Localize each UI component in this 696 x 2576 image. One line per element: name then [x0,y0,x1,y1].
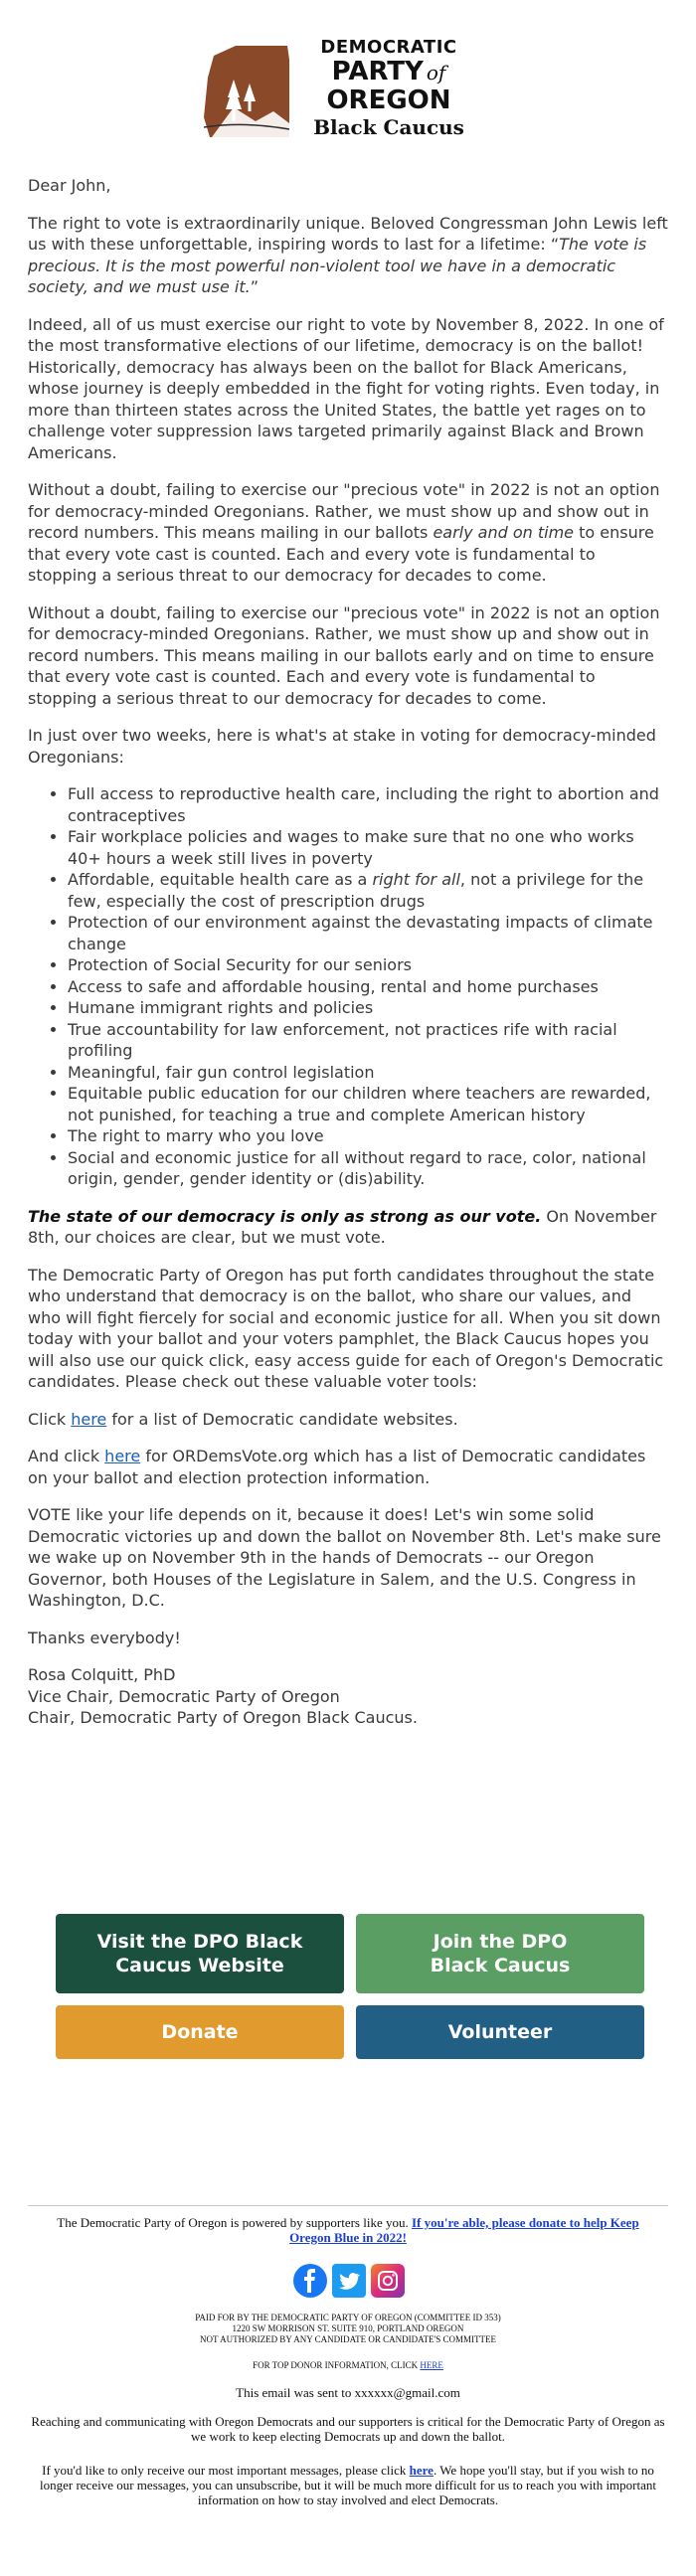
signature-name: Rosa Colquitt, PhD [28,1665,176,1684]
paragraph-6 [28,1206,668,1249]
volunteer-button[interactable] [356,2005,644,2059]
paragraph-9 [28,1446,668,1488]
visit-website-button[interactable] [56,1914,344,1993]
greeting: Dear John, [28,176,111,195]
list-item: • Full access to reproductive health care, including the right to abortion and contraceptives [68,783,668,826]
paragraph-9-text-b: for ORDemsVote.org which has a list of Democratic candidates on your ballot and election protection information. [28,1447,646,1487]
list-item: • The right to marry who you love [68,1125,668,1147]
list-item: • True accountability for law enforcement, not practices rife with racial profiling [68,1019,668,1062]
paragraph-8-text-b: for a list of Democratic candidate websites. [106,1409,458,1429]
unsubscribe-text-a: If you'd like to only receive our most important messages, please click [42,2463,410,2478]
volunteer-label: Volunteer [447,2021,553,2043]
sent-to-line: This email was sent to xxxxxx@gmail.com [236,2385,460,2400]
list-item-text-b: , not a privilege for the few, especially the cost of prescription drugs [68,870,644,911]
preferences-link[interactable]: here [409,2463,434,2478]
paragraph-7: The Democratic Party of Oregon has put forth candidates throughout the state who understand that democracy is on the ballot, who share our values, and who will fight fiercely for social and economic justice for all. When you sit down today with your ballot and your voters pamphlet, the Black Caucus hopes you will also use our quick click, easy access guide for each of Oregon's Democratic candidates. Please check out these valuable voter tools: [28,1265,664,1391]
stakes-list [28,783,668,1190]
join-label-1: Join the DPO [433,1931,568,1953]
list-item: • Protection of Social Security for our seniors [68,954,668,976]
dpo-black-caucus-logo[interactable] [204,38,502,149]
ordemsvote-link[interactable]: here [104,1447,141,1465]
unsubscribe-text [28,2463,668,2507]
paragraph-11: Thanks everybody! [28,1628,181,1647]
list-item: • Meaningful, fair gun control legislation [68,1062,668,1084]
paragraph-5: In just over two weeks, here is what's at stake in voting for democracy-minded Oregonians: [28,726,656,767]
list-item: • Fair workplace policies and wages to make sure that no one who works 40+ hours a week still lives in poverty [68,826,668,869]
list-item: • Access to safe and affordable housing, rental and home purchases [68,976,668,998]
paragraph-9-text-a: And click [28,1447,105,1465]
democracy-statement: The state of our democracy is only as strong as our vote. [28,1206,542,1226]
paragraph-1-text: The right to vote is extraordinarily unique. Beloved Congressman John Lewis left us with these unforgettable, inspiring words to last for a lifetime: “ [28,213,668,254]
footer-divider [28,2205,668,2206]
logo-of: of [426,61,446,85]
logo-line-oregon: OREGON [326,86,451,115]
candidate-websites-link[interactable]: here [71,1409,107,1429]
paragraph-10: VOTE like your life depends on it, because it does! Let's win some solid Democratic victories up and down the ballot on November 8th. Let's make sure we wake up on November 9th in the hands of Democrats -- our Oregon Governor, both Houses of the Legislature in Salem, and the U.S. Congress in Washington, D.C. [28,1505,661,1610]
reaching-text: Reaching and communicating with Oregon Democrats and our supporters is critical for the Democratic Party of Oregon as we work to keep electing Democrats up and down the ballot. [31,2414,665,2444]
visit-website-label: Visit the DPO Black Caucus Website [96,1931,303,1976]
letter-body [28,175,668,1729]
unsubscribe-text-b: . We hope you'll stay, but if you wish to no longer receive our messages, you can unsubscribe, but it will be much more difficult for us to reach you with important information on how to stay involved and elect Democrats. [40,2463,656,2507]
top-donor-info [28,2358,668,2372]
list-item [68,869,668,912]
paragraph-3-text-b: to ensure that every vote cast is counted. Each and every vote is fundamental to stopping a serious threat to our democracy for decades to come. [28,523,654,585]
signature-title-2: Chair, Democratic Party of Oregon Black Caucus. [28,1708,418,1727]
logo-line-democratic: DEMOCRATIC [320,37,457,58]
paid-line-1: PAID FOR BY THE DEMOCRATIC PARTY OF OREGON (COMMITTEE ID 353) [195,2313,501,2322]
paragraph-3 [28,479,668,587]
donate-button[interactable] [56,2005,344,2059]
logo-line-black-caucus: Black Caucus [313,115,464,139]
paid-for-disclaimer [28,2313,668,2345]
facebook-icon[interactable] [293,2264,327,2298]
join-label-2: Black Caucus [430,1955,571,1976]
list-item: • Protection of our environment against the devastating impacts of climate change [68,912,668,954]
donate-label: Donate [161,2021,239,2043]
paid-line-2: 1220 SW MORRISON ST. SUITE 910, PORTLAND OREGON [232,2323,464,2333]
paragraph-3-text-a: Without a doubt, failing to exercise our "precious vote" in 2022 is not an option for democracy-minded Oregonians. Rather, we must show up and show out in record numbers. This means mailing in our ballots [28,480,660,542]
list-item: • Social and economic justice for all without regard to race, color, national origin, gender, gender identity or (dis)ability. [68,1147,668,1190]
signature-title-1: Vice Chair, Democratic Party of Oregon [28,1686,340,1706]
join-caucus-button[interactable] [356,1914,644,1993]
footer-powered [28,2215,668,2245]
lewis-quote: The vote is precious. It is the most powerful non-violent tool we have in a democratic society, and we must use it. [28,235,647,296]
paragraph-8 [28,1409,668,1431]
top-donor-link[interactable]: HERE [420,2360,443,2370]
paragraph-4: Without a doubt, failing to exercise our "precious vote" in 2022 is not an option for democracy-minded Oregonians. Rather, we must show up and show out in record numbers. This means mailing in our ballots early and on time to ensure that every vote cast is counted. Each and every vote is fundamental to stopping a serious threat to our democracy for decades to come. [28,602,660,708]
paragraph-1 [28,213,668,298]
paragraph-3-emphasis: early and on time [433,523,575,542]
logo-party: PARTY [331,57,424,86]
list-item-emphasis: right for all [372,870,460,889]
paragraph-2: Indeed, all of us must exercise our right to vote by November 8, 2022. In one of the most transformative elections of our lifetime, democracy is on the ballot! Historically, democracy has always been on the ballot for Black Americans, whose journey is deeply embedded in the fight for voting rights. Even today, in more than thirteen states across the United States, the battle yet rages on to challenge voter suppression laws targeted primarily against Black and Brown Americans. [28,314,664,462]
paragraph-8-text-a: Click [28,1409,72,1429]
list-item: • Humane immigrant rights and policies [68,997,668,1019]
donate-link[interactable]: If you're able, please donate to help Keep Oregon Blue in 2022! [289,2215,639,2245]
paragraph-1-close: ” [250,277,260,296]
logo-line-party [289,58,488,86]
list-item-text-a: Affordable, equitable health care as a [68,870,373,889]
paid-line-3: NOT AUTHORIZED BY ANY CANDIDATE OR CANDIDATE'S COMMITTEE [199,2334,497,2344]
paragraph-6-text: On November 8th, our choices are clear, but we must vote. [28,1206,657,1247]
list-item: • Equitable public education for our children where teachers are rewarded, not punished, for teaching a true and complete American history [68,1083,668,1125]
top-donor-text: FOR TOP DONOR INFORMATION, CLICK [253,2360,421,2370]
powered-text: The Democratic Party of Oregon is powered by supporters like you. [57,2215,412,2230]
twitter-icon[interactable] [332,2264,366,2298]
instagram-icon[interactable] [371,2264,405,2298]
